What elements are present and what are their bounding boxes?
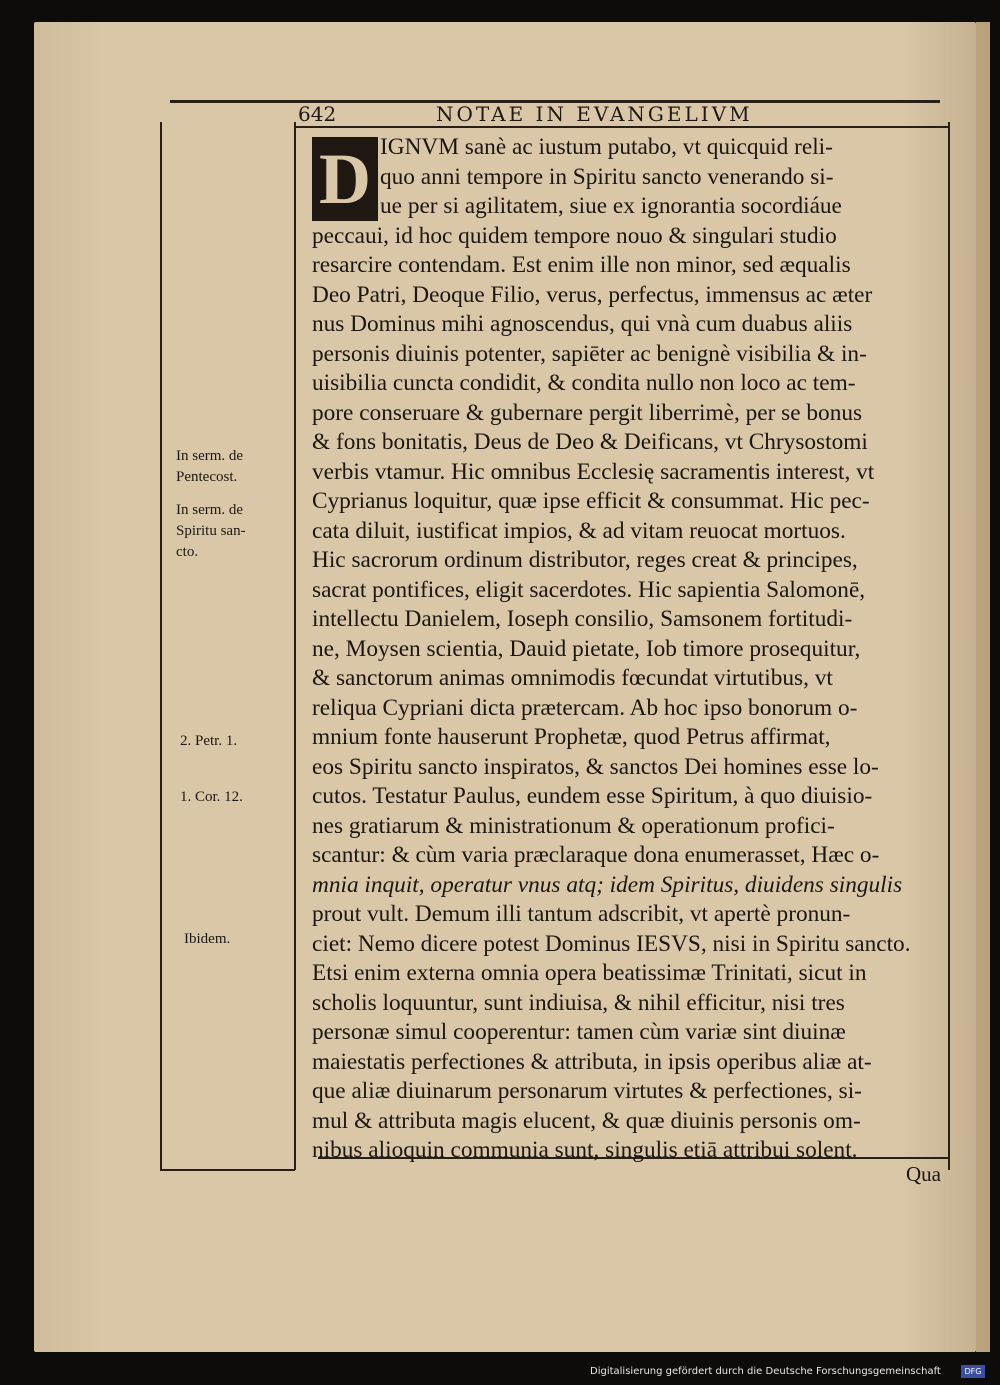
text-line: quo anni tempore in Spiritu sancto venerando si- (380, 163, 834, 190)
text-line: maiestatis perfectiones & attributa, in ipsis operibus aliæ at- (312, 1048, 872, 1075)
dfg-logo: DFG (961, 1365, 985, 1378)
text-line: ue per si agilitatem, siue ex ignorantia socordiáue (380, 193, 842, 219)
text-line: IGNVM sanè ac iustum putabo, vt quicquid reli- (380, 134, 833, 160)
text-line: reliqua Cypriani dicta prætercam. Ab hoc ipso bonorum o- (312, 694, 858, 721)
text-line: Cyprianus loquitur, quæ ipse efficit & consummat. Hic pec- (312, 488, 870, 514)
text-line: cutos. Testatur Paulus, eundem esse Spiritum, à quo diuisio- (312, 783, 873, 809)
text-block-right-rule (948, 122, 950, 1170)
page-edge (976, 22, 990, 1352)
text-line: sacrat pontifices, eligit sacerdotes. Hic sapientia Salomonē, (312, 576, 866, 603)
text-line: mnium fonte hauserunt Prophetæ, quod Petrus affirmat, (312, 724, 831, 750)
margin-note: cto. (176, 544, 199, 560)
text-line: resarcire contendam. Est enim ille non minor, sed æqualis (312, 252, 851, 278)
margin-note: 1. Cor. 12. (180, 789, 243, 805)
text-block-left-rule (294, 122, 296, 1170)
text-line: eos Spiritu sancto inspiratos, & sanctos Dei homines esse lo- (312, 753, 879, 780)
text-line: uisibilia cuncta condidit, & condita nullo non loco ac tem- (312, 370, 856, 396)
text-line: & sanctorum animas omnimodis fœcundat virtutibus, vt (312, 665, 833, 691)
text-line: cata diluit, iustificat impios, & ad vitam reuocat mortuos. (312, 517, 846, 544)
text-line: ne, Moysen scientia, Dauid pietate, Iob timore prosequitur, (312, 635, 861, 662)
text-line: personis diuinis potenter, sapiēter ac benignè visibilia & in- (312, 340, 867, 367)
margin-note: Ibidem. (184, 931, 231, 947)
text-line: & fons bonitatis, Deus de Deo & Deificans, vt Chrysostomi (312, 429, 868, 455)
text-line: scantur: & cùm varia præclaraque dona enumerasset, Hæc o- (312, 842, 880, 868)
text-line: nibus alioquin communia sunt, singulis etiā attribui solent. (312, 1137, 858, 1163)
text-line: mul & attributa magis elucent, & quæ diuinis personis om- (312, 1107, 861, 1134)
decorated-initial: D (312, 137, 378, 221)
catchword: Qua (906, 1162, 941, 1186)
text-line: ciet: Nemo dicere potest Dominus IESVS, nisi in Spiritu sancto. (312, 930, 911, 957)
text-line: intellectu Danielem, Ioseph consilio, Samsonem fortitudi- (312, 606, 853, 632)
text-line: mnia inquit, operatur vnus atq; idem Spiritus, diuidens singulis (312, 871, 903, 898)
margin-note: In serm. de (176, 448, 244, 464)
margin-note: In serm. de (176, 502, 244, 518)
margin-note: 2. Petr. 1. (180, 733, 238, 749)
margin-column-bottom-rule (160, 1169, 295, 1171)
text-line: Deo Patri, Deoque Filio, verus, perfectus, immensus ac æter (312, 281, 873, 308)
text-line: personæ simul cooperentur: tamen cùm variæ sint diuinæ (312, 1019, 846, 1045)
text-line: que aliæ diuinarum personarum virtutes & perfectiones, si- (312, 1078, 862, 1104)
page-title: NOTAE IN EVANGELIVM (436, 102, 753, 126)
main-text (312, 133, 944, 1166)
text-line: nus Dominus mihi agnoscendus, qui vnà cum duabus aliis (312, 311, 853, 337)
text-line: verbis vtamur. Hic omnibus Ecclesię sacramentis interest, vt (312, 458, 875, 485)
page-number: 642 (298, 102, 337, 126)
text-line: Etsi enim externa omnia opera beatissimæ Trinitati, sicut in (312, 960, 867, 986)
text-line: scholis loquuntur, sunt indiuisa, & nihil efficitur, nisi tres (312, 989, 845, 1016)
text-line: Hic sacrorum ordinum distributor, reges creat & principes, (312, 547, 858, 573)
text-line: peccaui, id hoc quidem tempore nouo & singulari studio (312, 222, 837, 249)
text-line: prout vult. Demum illi tantum adscribit, vt apertè pronun- (312, 901, 851, 927)
text-line: pore conseruare & gubernare pergit liberrimè, per se bonus (312, 399, 863, 426)
text-line: nes gratiarum & ministrationum & operationum profici- (312, 812, 835, 839)
running-head (298, 102, 858, 130)
margin-note: Spiritu san- (176, 523, 246, 539)
footer-credit: Digitalisierung gefördert durch die Deutsche Forschungsgemeinschaft (590, 1366, 941, 1377)
margin-note: Pentecost. (176, 469, 238, 485)
margin-column-rule (160, 122, 162, 1170)
